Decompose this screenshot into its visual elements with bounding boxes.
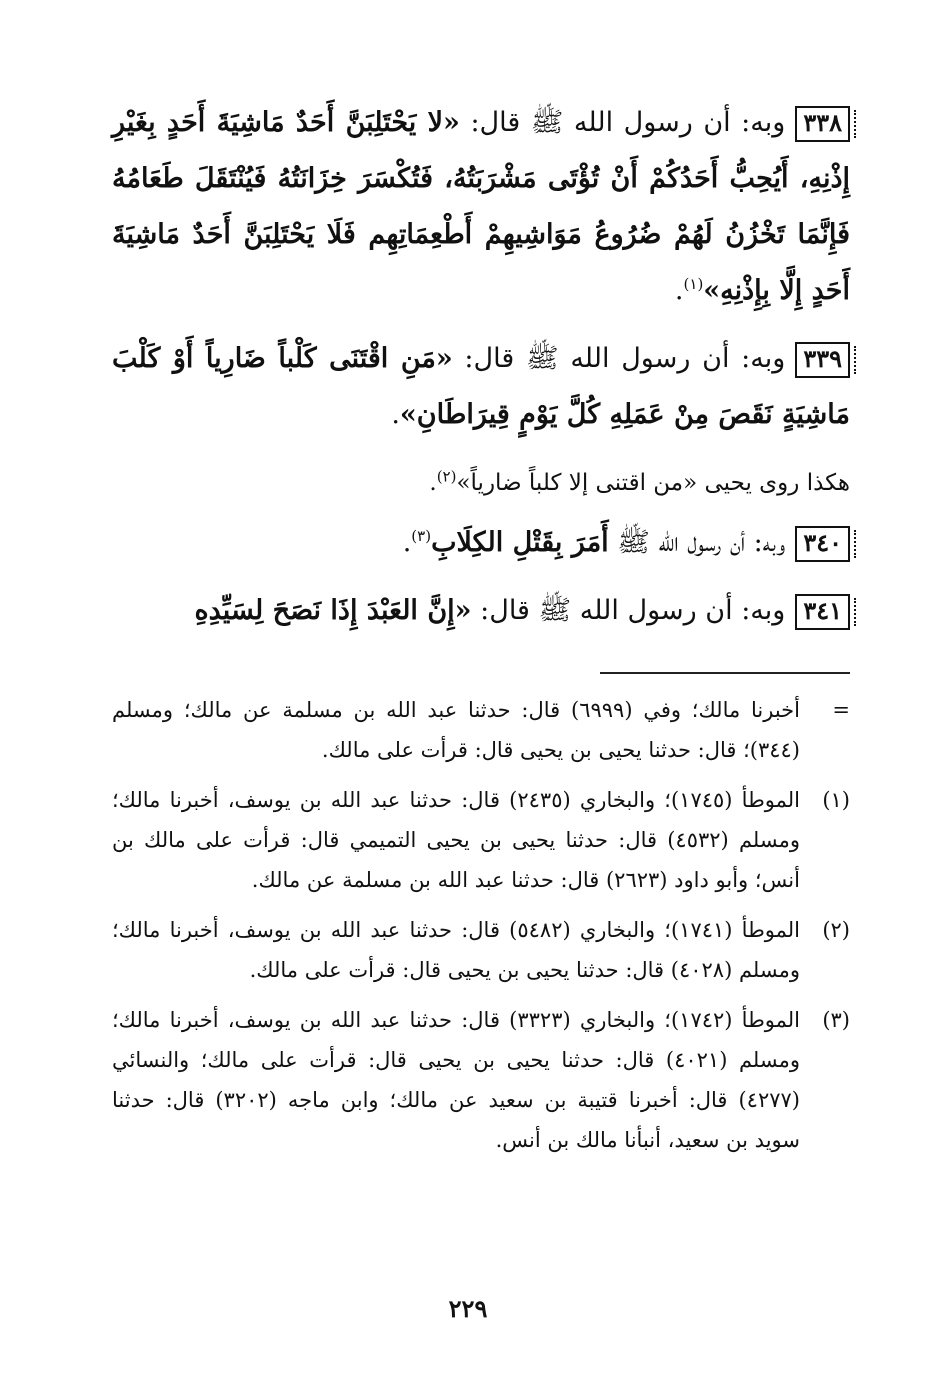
remark (112, 455, 850, 511)
remark-text: هكذا روى يحيى «من اقتنى إلا كلباً ضارياً» (456, 470, 850, 496)
footnote-text: الموطأ (١٧٤٥)؛ والبخاري (٢٤٣٥) قال: حدثنا عبد الله بن يوسف، أخبرنا مالك؛ ومسلم (٤٥٣٢) قال: حدثنا يحيى بن يحيى التميمي قال: قرأت على مالك بن أنس؛ وأبو داود (٢٦٢٣) قال: حدثنا عبد الله بن مسلمة عن مالك. (112, 788, 801, 892)
hadith-intro: وبه: أن رسول الله ﷺ (608, 527, 786, 558)
footnotes (112, 690, 850, 1170)
hadith-intro: وبه: أن رسول الله ﷺ قال: (459, 107, 786, 138)
hadith-338 (112, 95, 850, 319)
hadith-341 (112, 583, 850, 639)
hadith-number: ٣٤١ (795, 594, 850, 630)
footnote-marker: = (832, 698, 850, 722)
hadith-text: أَمَرَ بِقَتْلِ الكِلَابِ (431, 527, 609, 558)
hadith-number: ٣٣٩ (795, 342, 850, 378)
footnote-3 (112, 1000, 850, 1160)
hadith-number: ٣٤٠ (795, 526, 850, 562)
hadith-340 (112, 515, 850, 571)
footnote-2 (112, 910, 850, 990)
remark-end: . (429, 470, 437, 496)
footnote-text: الموطأ (١٧٤١)؛ والبخاري (٥٤٨٢) قال: حدثنا عبد الله بن يوسف، أخبرنا مالك؛ ومسلم (٤٠٢٨) قال: حدثنا يحيى بن يحيى قال: قرأت على مالك. (112, 918, 801, 982)
hadith-end: . (674, 275, 684, 306)
footnote-marker: (٣) (822, 1008, 850, 1032)
hadith-end: . (402, 527, 412, 558)
hadith-339 (112, 331, 850, 443)
hadith-text: «مَنِ اقْتَنَى كَلْباً ضَارِياً أَوْ كَلْبَ مَاشِيَةٍ نَقَصَ مِنْ عَمَلِهِ كُلَّ يَوْمٍ قِيرَاطَانِ» (112, 343, 850, 430)
hadith-text: «لا يَحْتَلِبَنَّ أَحَدٌ مَاشِيَةَ أَحَدٍ بِغَيْرِ إِذْنِهِ، أَيُحِبُّ أَحَدُكُمْ أَنْ تُؤْتَى مَشْرَبَتُهُ، فَتُكْسَرَ خِزَانَتُهُ فَيُنْتَقَلَ طَعَامُهُ فَإِنَّمَا تَخْزُنُ لَهُمْ ضُرُوعُ مَوَاشِيهِمْ أَطْعِمَاتِهِم فَلَا يَحْتَلِبَنَّ أَحَدٌ مَاشِيَةَ أَحَدٍ إِلَّا بِإِذْنِهِ» (112, 107, 850, 306)
footnote-ref: (١) (683, 275, 704, 293)
main-text (112, 95, 850, 651)
footnote-continuation (112, 690, 850, 770)
footnote-ref: (٣) (411, 527, 432, 545)
hadith-number: ٣٣٨ (795, 106, 850, 142)
hadith-intro: وبه: أن رسول الله ﷺ قال: (471, 595, 786, 626)
page-number: ٢٢٩ (448, 1294, 488, 1323)
footnote-text: الموطأ (١٧٤٢)؛ والبخاري (٣٣٢٣) قال: حدثنا عبد الله بن يوسف، أخبرنا مالك؛ ومسلم (٤٠٢١) قال: حدثنا يحيى بن يحيى قال: قرأت على مالك؛ والنسائي (٤٢٧٧) قال: أخبرنا قتيبة بن سعيد عن مالك؛ وابن ماجه (٣٢٠٢) قال: حدثنا سويد بن سعيد، أنبأنا مالك بن أنس. (112, 1008, 801, 1152)
footnote-marker: (١) (822, 788, 850, 812)
footnote-text: أخبرنا مالك؛ وفي (٦٩٩٩) قال: حدثنا عبد الله بن مسلمة عن مالك؛ ومسلم (٣٤٤)؛ قال: حدثنا يحيى بن يحيى قال: قرأت على مالك. (112, 698, 800, 762)
footnote-divider (600, 672, 850, 674)
footnote-1 (112, 780, 850, 900)
footnote-marker: (٢) (822, 918, 850, 942)
hadith-end: . (391, 399, 400, 430)
hadith-text: «إِنَّ العَبْدَ إِذَا نَصَحَ لِسَيِّدِهِ (194, 595, 472, 626)
hadith-intro: وبه: أن رسول الله ﷺ قال: (452, 343, 786, 374)
footnote-ref: (٢) (436, 467, 457, 486)
